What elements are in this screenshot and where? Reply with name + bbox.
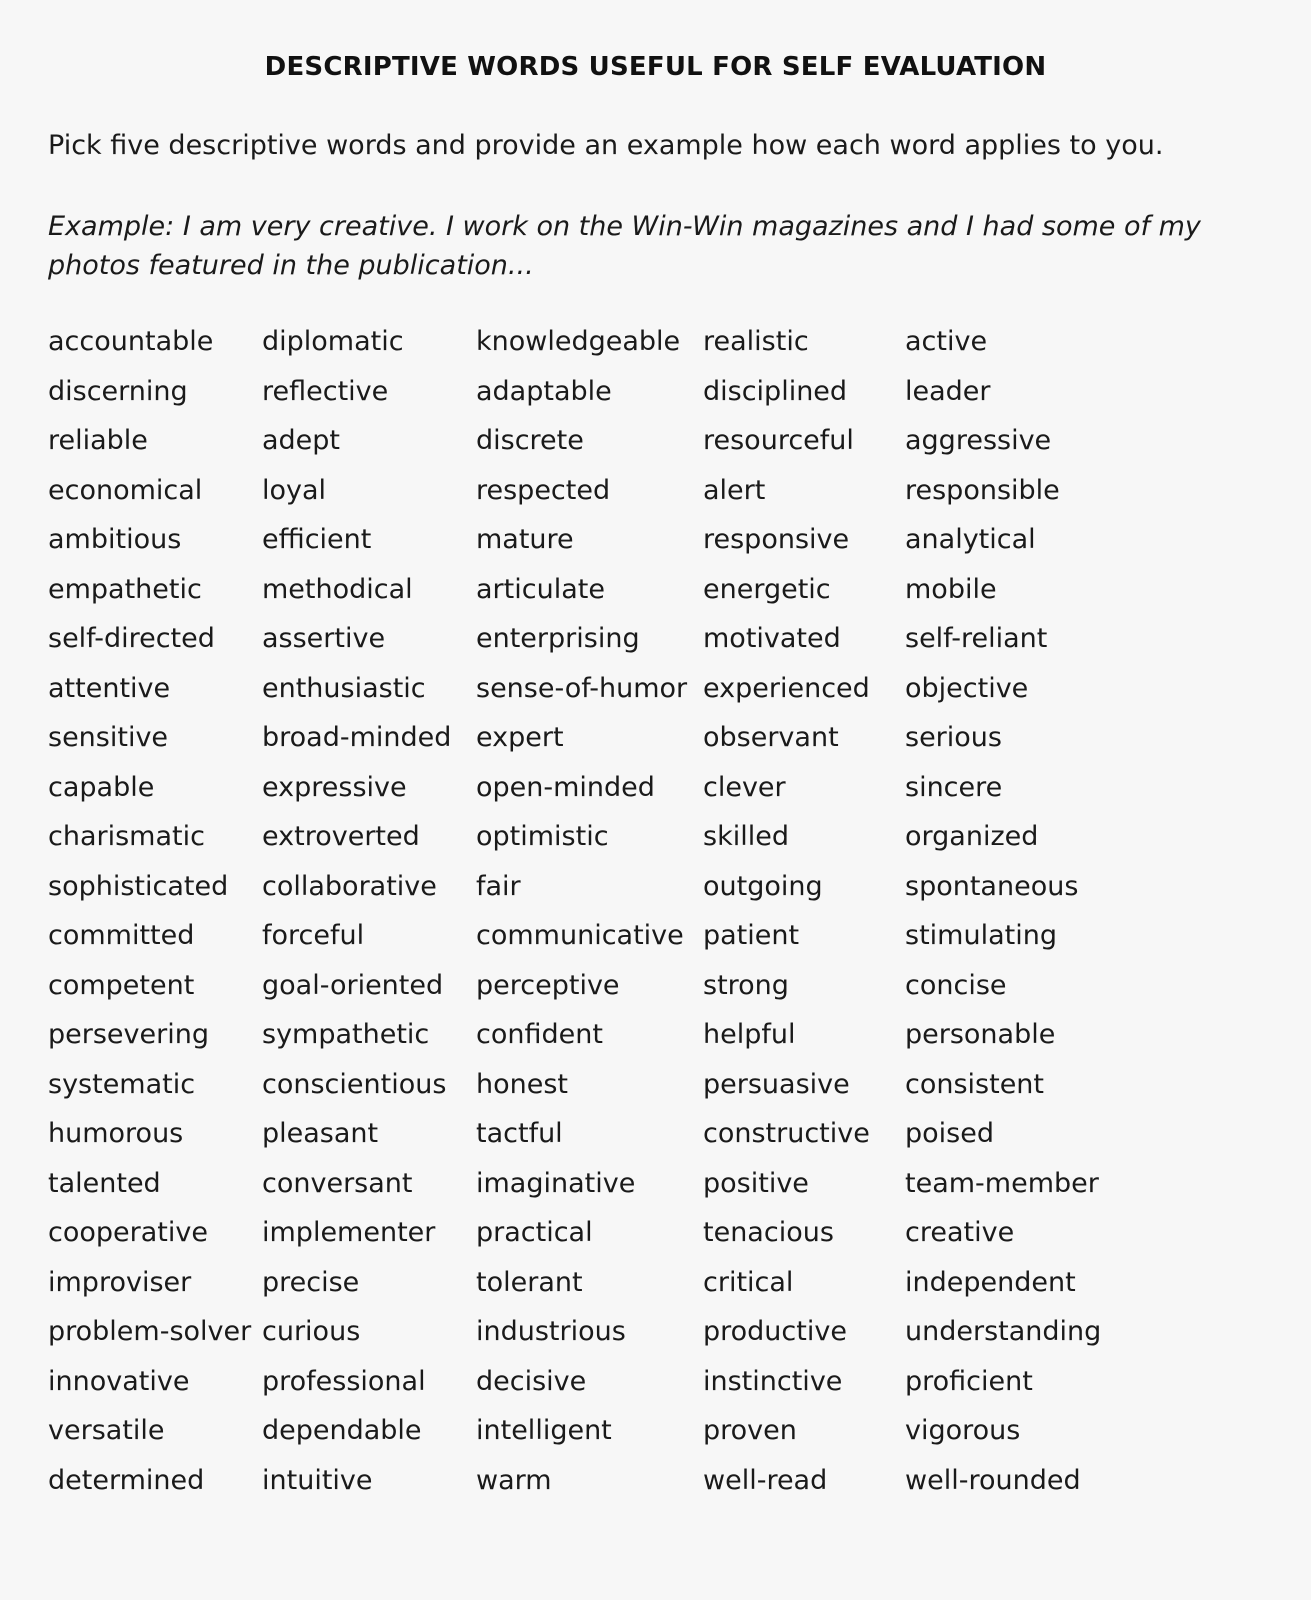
word-item: creative xyxy=(905,1217,1015,1248)
instruction-text: Pick five descriptive words and provide an example how each word applies to you. xyxy=(48,130,1164,161)
word-item: mobile xyxy=(905,573,997,605)
word-item: sincere xyxy=(905,771,1003,803)
word-item: serious xyxy=(905,722,1002,753)
word-item: conversant xyxy=(262,1167,413,1199)
word-item: sympathetic xyxy=(262,1019,430,1050)
word-item: attentive xyxy=(48,672,171,704)
word-item: ambitious xyxy=(48,524,182,555)
word-item: adept xyxy=(262,425,341,456)
word-item: sense-of-humor xyxy=(476,672,688,704)
word-item: resourceful xyxy=(703,425,854,456)
word-item: proficient xyxy=(905,1365,1033,1397)
word-item: strong xyxy=(703,969,789,1001)
word-item: sensitive xyxy=(48,722,169,753)
word-item: cooperative xyxy=(48,1217,208,1248)
word-item: self-reliant xyxy=(905,623,1048,654)
word-item: improviser xyxy=(48,1266,192,1298)
word-item: proven xyxy=(703,1415,797,1446)
word-item: versatile xyxy=(48,1415,165,1446)
word-item: industrious xyxy=(476,1316,626,1347)
word-item: poised xyxy=(905,1118,994,1149)
word-item: organized xyxy=(905,821,1039,852)
word-item: precise xyxy=(262,1266,360,1298)
word-item: warm xyxy=(476,1464,552,1496)
word-column xyxy=(905,322,1101,1510)
word-item: practical xyxy=(476,1217,593,1248)
example-text: Example: I am very creative. I work on the Win-Win magazines and I had some of my photos featured in the publication... xyxy=(48,211,1201,281)
word-item: empathetic xyxy=(48,573,202,605)
word-item: intelligent xyxy=(476,1415,612,1446)
word-item: independent xyxy=(905,1266,1076,1298)
word-item: well-read xyxy=(703,1464,828,1496)
word-item: experienced xyxy=(703,672,870,704)
word-item: patient xyxy=(703,920,800,951)
word-column xyxy=(48,322,251,1510)
word-item: objective xyxy=(905,672,1029,704)
word-item: imaginative xyxy=(476,1167,636,1199)
word-item: reliable xyxy=(48,425,148,456)
word-item: pleasant xyxy=(262,1118,379,1149)
word-item: curious xyxy=(262,1316,361,1347)
word-item: perceptive xyxy=(476,969,620,1001)
word-item: problem-solver xyxy=(48,1316,252,1347)
word-item: positive xyxy=(703,1167,809,1199)
word-item: outgoing xyxy=(703,870,823,902)
word-item: reflective xyxy=(262,375,389,407)
word-item: broad-minded xyxy=(262,722,452,753)
word-item: personable xyxy=(905,1019,1056,1050)
word-item: competent xyxy=(48,969,195,1001)
word-item: accountable xyxy=(48,326,214,357)
word-item: consistent xyxy=(905,1068,1045,1100)
word-item: concise xyxy=(905,969,1007,1001)
word-item: loyal xyxy=(262,474,327,506)
word-item: confident xyxy=(476,1019,603,1050)
word-item: sophisticated xyxy=(48,870,229,902)
word-item: fair xyxy=(476,870,521,902)
word-item: capable xyxy=(48,771,155,803)
word-item: diplomatic xyxy=(262,326,404,357)
word-item: tenacious xyxy=(703,1217,834,1248)
word-item: analytical xyxy=(905,524,1036,555)
word-item: efficient xyxy=(262,524,372,555)
word-item: aggressive xyxy=(905,425,1052,456)
word-item: active xyxy=(905,326,988,357)
word-item: forceful xyxy=(262,920,365,951)
word-item: economical xyxy=(48,474,203,506)
page-title: DESCRIPTIVE WORDS USEFUL FOR SELF EVALUATION xyxy=(264,52,1047,82)
word-item: systematic xyxy=(48,1068,196,1100)
word-item: responsive xyxy=(703,524,850,555)
word-item: responsible xyxy=(905,474,1060,506)
word-item: alert xyxy=(703,474,766,506)
word-item: discrete xyxy=(476,425,584,456)
word-item: self-directed xyxy=(48,623,215,654)
word-item: enthusiastic xyxy=(262,672,426,704)
word-item: tolerant xyxy=(476,1266,583,1298)
word-item: honest xyxy=(476,1068,569,1100)
word-item: well-rounded xyxy=(905,1464,1081,1496)
word-item: respected xyxy=(476,474,611,506)
word-item: extroverted xyxy=(262,821,420,852)
word-item: communicative xyxy=(476,920,684,951)
word-item: articulate xyxy=(476,573,605,605)
word-item: dependable xyxy=(262,1415,422,1446)
word-item: professional xyxy=(262,1365,426,1397)
word-item: assertive xyxy=(262,623,386,654)
word-item: knowledgeable xyxy=(476,326,681,357)
word-item: helpful xyxy=(703,1019,796,1050)
word-item: team-member xyxy=(905,1167,1099,1199)
word-column xyxy=(476,322,687,1510)
word-item: expert xyxy=(476,722,564,753)
word-item: spontaneous xyxy=(905,870,1079,902)
word-item: productive xyxy=(703,1316,847,1347)
word-item: constructive xyxy=(703,1118,870,1149)
word-item: talented xyxy=(48,1167,161,1199)
word-item: energetic xyxy=(703,573,831,605)
word-item: determined xyxy=(48,1464,205,1496)
word-item: motivated xyxy=(703,623,841,654)
word-item: stimulating xyxy=(905,920,1057,951)
word-item: expressive xyxy=(262,771,407,803)
word-item: implementer xyxy=(262,1217,436,1248)
word-item: critical xyxy=(703,1266,794,1298)
word-item: observant xyxy=(703,722,839,753)
word-item: charismatic xyxy=(48,821,205,852)
word-item: goal-oriented xyxy=(262,969,444,1001)
word-item: enterprising xyxy=(476,623,640,654)
word-item: skilled xyxy=(703,821,789,852)
word-item: adaptable xyxy=(476,375,612,407)
word-item: innovative xyxy=(48,1365,190,1397)
word-item: disciplined xyxy=(703,375,848,407)
word-item: methodical xyxy=(262,573,413,605)
word-item: mature xyxy=(476,524,574,555)
word-item: humorous xyxy=(48,1118,184,1149)
word-item: optimistic xyxy=(476,821,609,852)
word-item: conscientious xyxy=(262,1068,447,1100)
word-item: clever xyxy=(703,771,786,803)
word-item: understanding xyxy=(905,1316,1102,1347)
word-item: instinctive xyxy=(703,1365,843,1397)
word-item: decisive xyxy=(476,1365,587,1397)
word-column xyxy=(262,322,451,1510)
word-item: intuitive xyxy=(262,1464,373,1496)
word-item: committed xyxy=(48,920,195,951)
word-item: tactful xyxy=(476,1118,563,1149)
word-item: discerning xyxy=(48,375,188,407)
word-item: vigorous xyxy=(905,1415,1021,1446)
word-column xyxy=(703,322,870,1510)
word-item: collaborative xyxy=(262,870,437,902)
word-item: open-minded xyxy=(476,771,655,803)
word-item: leader xyxy=(905,375,991,407)
word-item: persevering xyxy=(48,1019,209,1050)
word-item: persuasive xyxy=(703,1068,850,1100)
word-item: realistic xyxy=(703,326,809,357)
